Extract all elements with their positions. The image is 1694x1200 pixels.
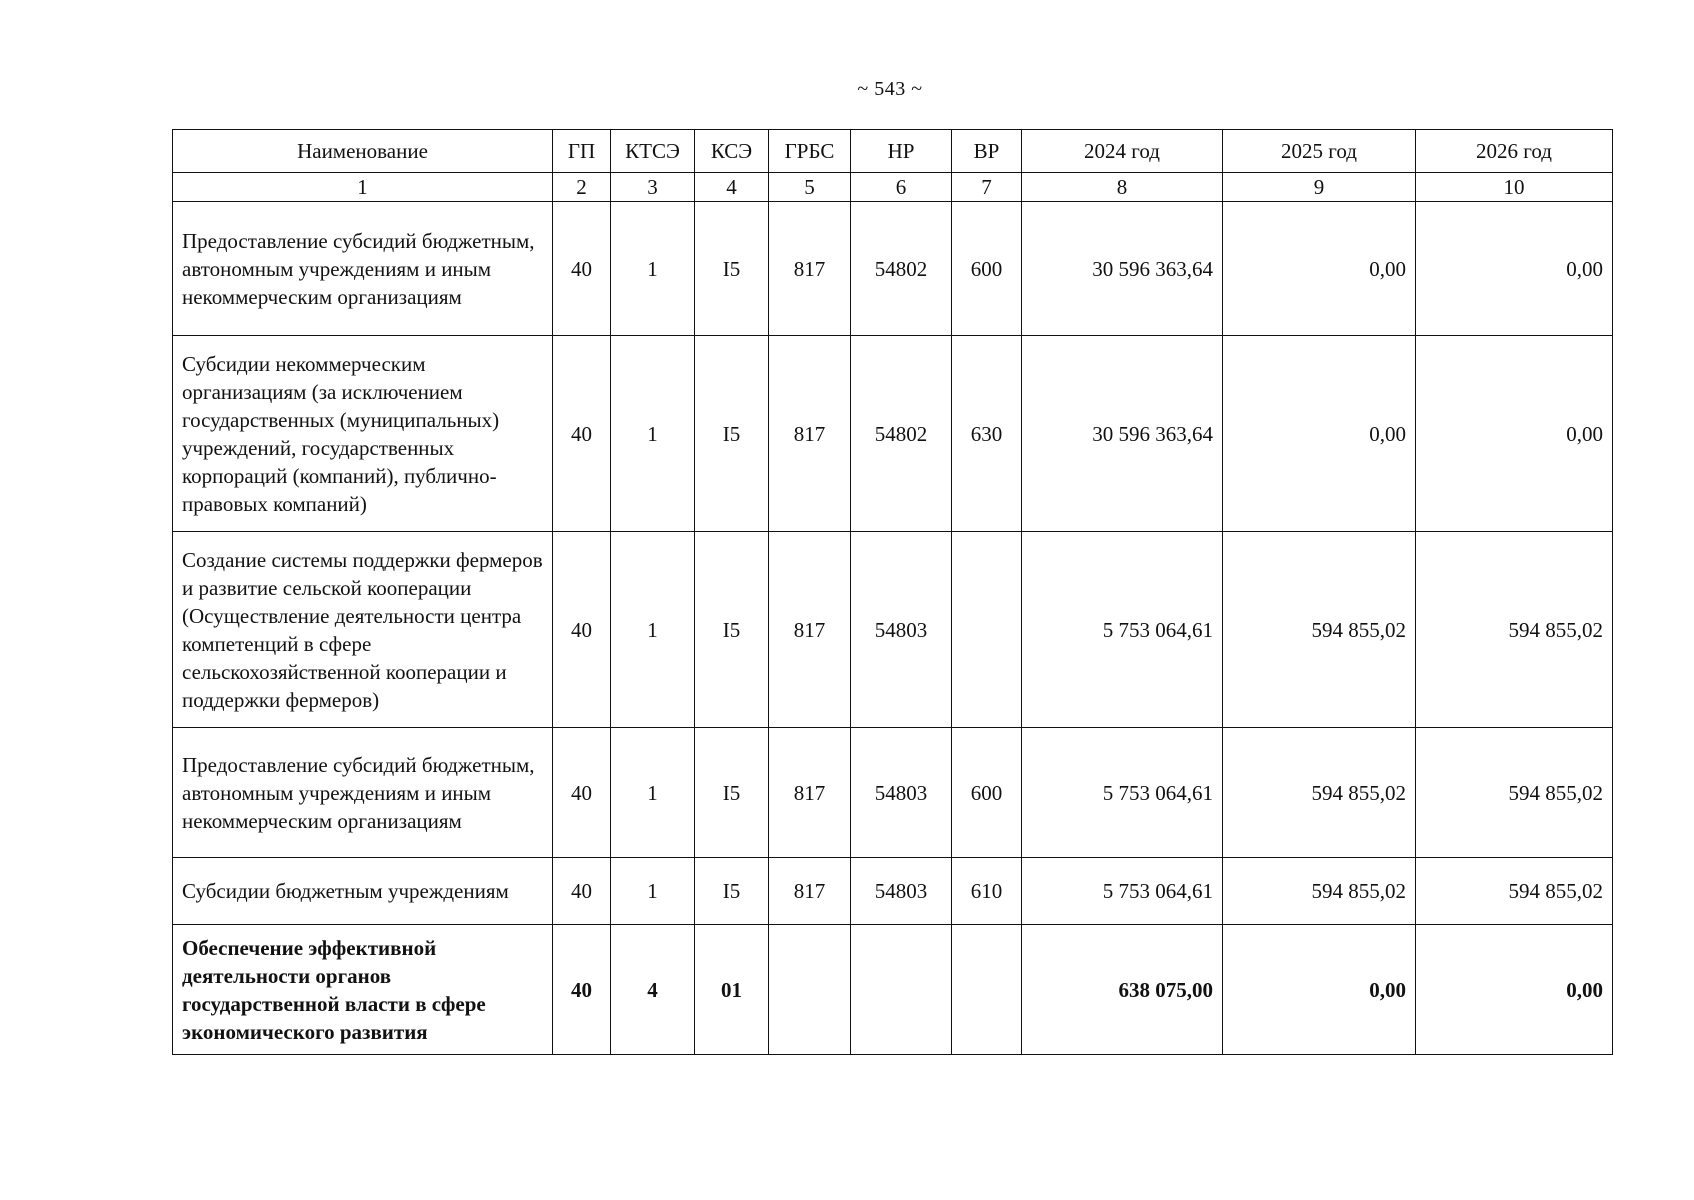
cell-2026: 594 855,02 xyxy=(1416,858,1613,925)
cell-vr: 600 xyxy=(952,728,1022,858)
cell-nr: 54802 xyxy=(851,336,952,532)
budget-table xyxy=(172,129,1613,1055)
table-row xyxy=(173,202,1613,336)
table-row xyxy=(173,336,1613,532)
row-name: Субсидии некоммерческим организациям (за исключением государственных (муниципальных) учреждений, государственных корпораций (компаний), публично-правовых компаний) xyxy=(173,336,553,532)
cell-2024: 5 753 064,61 xyxy=(1022,728,1223,858)
column-number: 10 xyxy=(1416,173,1613,202)
column-number: 2 xyxy=(553,173,611,202)
cell-2025: 0,00 xyxy=(1223,336,1416,532)
cell-2026: 0,00 xyxy=(1416,202,1613,336)
header-gp: ГП xyxy=(553,130,611,173)
cell-nr: 54802 xyxy=(851,202,952,336)
cell-vr xyxy=(952,532,1022,728)
column-number: 1 xyxy=(173,173,553,202)
cell-ktse: 1 xyxy=(611,728,695,858)
row-name: Обеспечение эффективной деятельности органов государственной власти в сфере экономического развития xyxy=(173,925,553,1055)
row-name: Предоставление субсидий бюджетным, автономным учреждениям и иным некоммерческим организациям xyxy=(173,728,553,858)
cell-grbs: 817 xyxy=(769,858,851,925)
table-header-row xyxy=(173,130,1613,173)
cell-vr xyxy=(952,925,1022,1055)
row-name: Субсидии бюджетным учреждениям xyxy=(173,858,553,925)
cell-ktse: 1 xyxy=(611,202,695,336)
cell-gp: 40 xyxy=(553,925,611,1055)
cell-2025: 594 855,02 xyxy=(1223,532,1416,728)
header-vr: ВР xyxy=(952,130,1022,173)
header-2024: 2024 год xyxy=(1022,130,1223,173)
cell-nr xyxy=(851,925,952,1055)
cell-vr: 630 xyxy=(952,336,1022,532)
header-kse: КСЭ xyxy=(695,130,769,173)
column-number: 8 xyxy=(1022,173,1223,202)
header-name: Наименование xyxy=(173,130,553,173)
header-grbs: ГРБС xyxy=(769,130,851,173)
cell-nr: 54803 xyxy=(851,858,952,925)
cell-2024: 5 753 064,61 xyxy=(1022,532,1223,728)
cell-kse: I5 xyxy=(695,728,769,858)
cell-2024: 30 596 363,64 xyxy=(1022,336,1223,532)
row-name: Создание системы поддержки фермеров и развитие сельской кооперации (Осуществление деятельности центра компетенций в сфере сельскохозяйственной кооперации и поддержки фермеров) xyxy=(173,532,553,728)
header-ktse: КТСЭ xyxy=(611,130,695,173)
cell-vr: 610 xyxy=(952,858,1022,925)
cell-2025: 0,00 xyxy=(1223,925,1416,1055)
cell-ktse: 4 xyxy=(611,925,695,1055)
cell-nr: 54803 xyxy=(851,532,952,728)
cell-gp: 40 xyxy=(553,858,611,925)
cell-gp: 40 xyxy=(553,202,611,336)
table-row xyxy=(173,532,1613,728)
cell-gp: 40 xyxy=(553,728,611,858)
cell-grbs: 817 xyxy=(769,532,851,728)
cell-2026: 594 855,02 xyxy=(1416,532,1613,728)
page-number: ~ 543 ~ xyxy=(857,78,923,100)
column-number-row xyxy=(173,173,1613,202)
cell-ktse: 1 xyxy=(611,858,695,925)
cell-grbs xyxy=(769,925,851,1055)
cell-2026: 0,00 xyxy=(1416,336,1613,532)
cell-ktse: 1 xyxy=(611,336,695,532)
header-nr: НР xyxy=(851,130,952,173)
cell-gp: 40 xyxy=(553,336,611,532)
column-number: 9 xyxy=(1223,173,1416,202)
cell-kse: I5 xyxy=(695,532,769,728)
cell-2024: 30 596 363,64 xyxy=(1022,202,1223,336)
table-row xyxy=(173,728,1613,858)
cell-2026: 594 855,02 xyxy=(1416,728,1613,858)
table-row xyxy=(173,925,1613,1055)
cell-grbs: 817 xyxy=(769,202,851,336)
cell-kse: 01 xyxy=(695,925,769,1055)
column-number: 5 xyxy=(769,173,851,202)
row-name: Предоставление субсидий бюджетным, автономным учреждениям и иным некоммерческим организациям xyxy=(173,202,553,336)
cell-2025: 0,00 xyxy=(1223,202,1416,336)
cell-kse: I5 xyxy=(695,336,769,532)
cell-gp: 40 xyxy=(553,532,611,728)
header-2025: 2025 год xyxy=(1223,130,1416,173)
cell-grbs: 817 xyxy=(769,728,851,858)
table-row xyxy=(173,858,1613,925)
column-number: 4 xyxy=(695,173,769,202)
column-number: 7 xyxy=(952,173,1022,202)
cell-2025: 594 855,02 xyxy=(1223,728,1416,858)
cell-nr: 54803 xyxy=(851,728,952,858)
cell-grbs: 817 xyxy=(769,336,851,532)
cell-2024: 638 075,00 xyxy=(1022,925,1223,1055)
cell-kse: I5 xyxy=(695,858,769,925)
column-number: 3 xyxy=(611,173,695,202)
cell-ktse: 1 xyxy=(611,532,695,728)
column-number: 6 xyxy=(851,173,952,202)
header-2026: 2026 год xyxy=(1416,130,1613,173)
cell-kse: I5 xyxy=(695,202,769,336)
cell-2024: 5 753 064,61 xyxy=(1022,858,1223,925)
cell-vr: 600 xyxy=(952,202,1022,336)
cell-2025: 594 855,02 xyxy=(1223,858,1416,925)
cell-2026: 0,00 xyxy=(1416,925,1613,1055)
